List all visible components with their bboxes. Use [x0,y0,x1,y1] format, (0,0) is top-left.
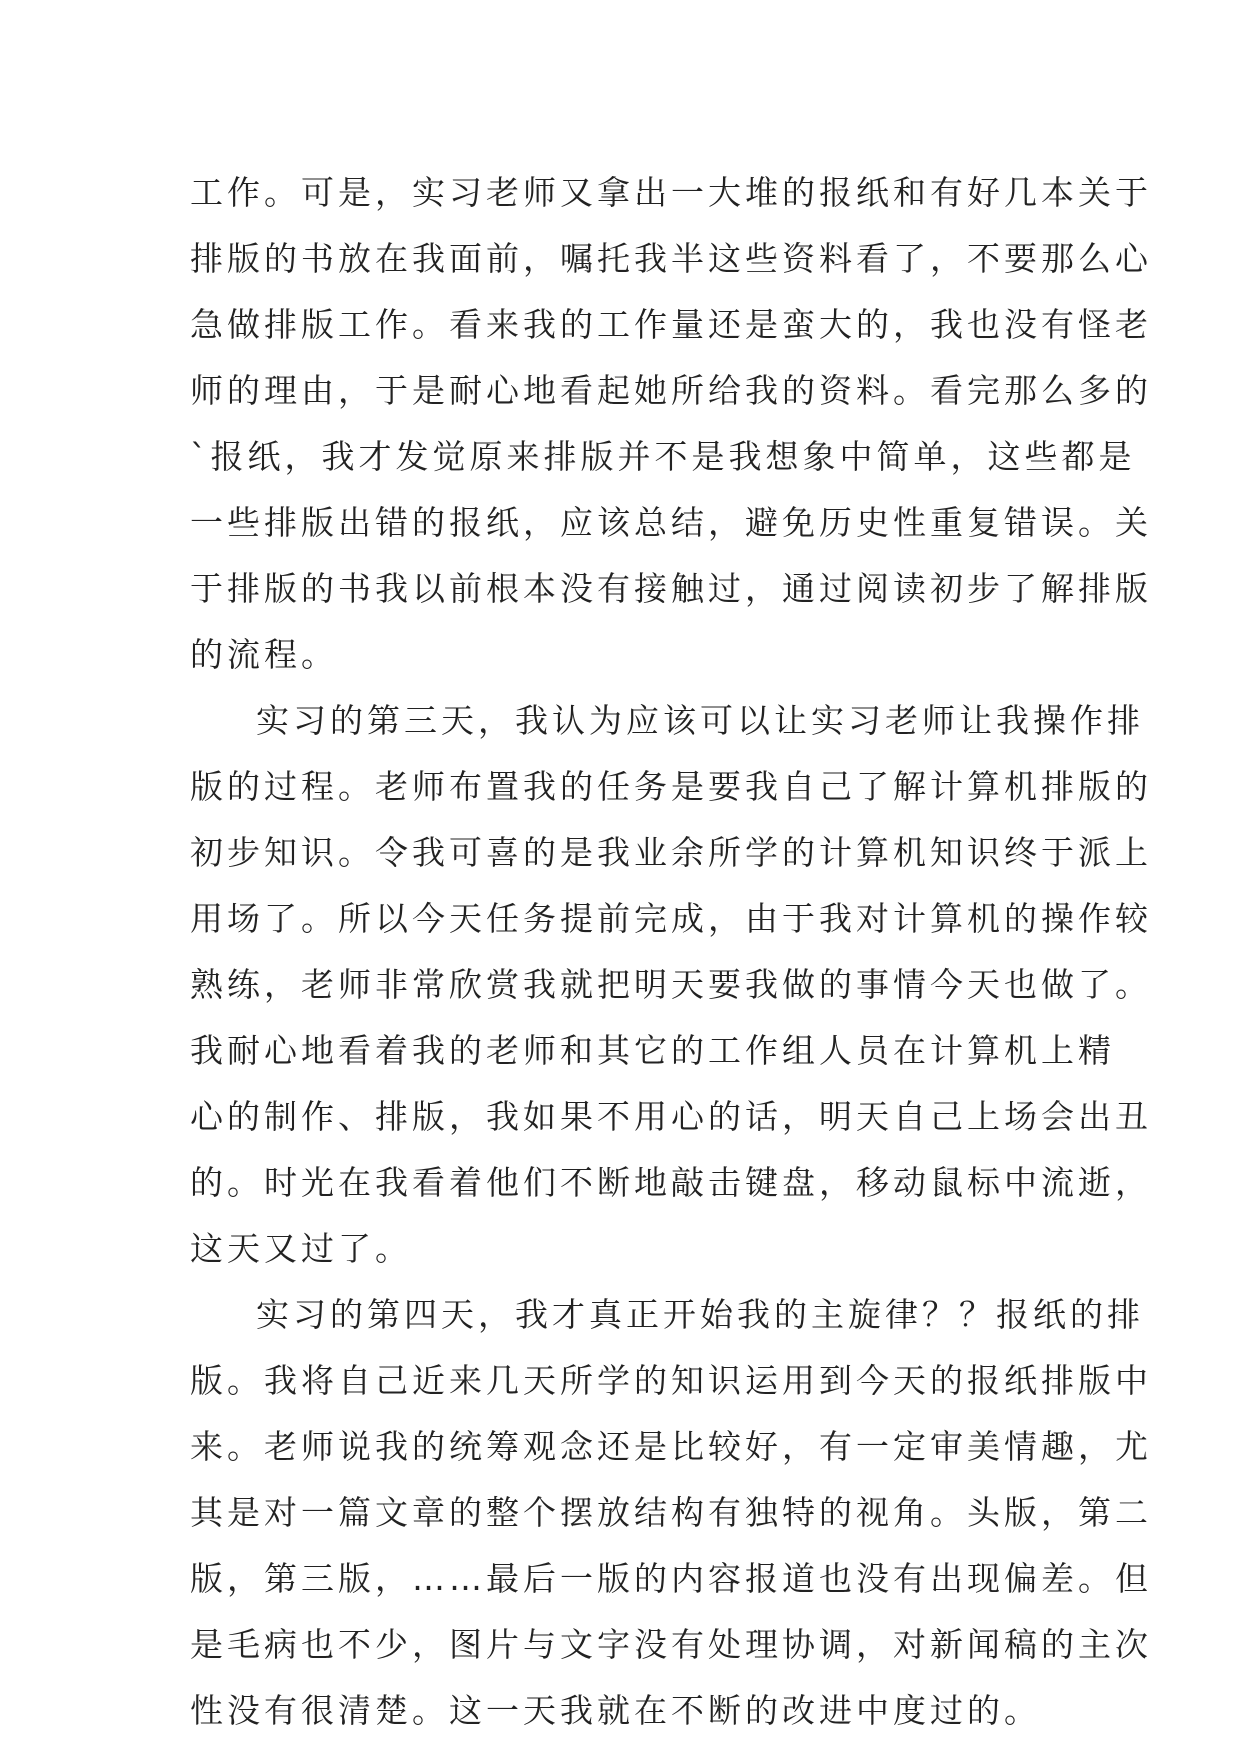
text-line: 性没有很清楚。这一天我就在不断的改进中度过的。 [190,1691,1041,1730]
text-line: 其是对一篇文章的整个摆放结构有独特的视角。头版，第二 [190,1493,1152,1532]
paragraph-2 [190,688,1152,1282]
document-body [190,160,1152,1744]
text-line: 师的理由，于是耐心地看起她所给我的资料。看完那么多的 [190,371,1152,410]
text-line: 的。时光在我看着他们不断地敲击键盘，移动鼠标中流逝， [190,1163,1152,1202]
text-line: 我耐心地看着我的老师和其它的工作组人员在计算机上精 [190,1031,1115,1070]
text-line: 的流程。 [190,635,338,674]
text-line: 实习的第三天，我认为应该可以让实习老师让我操作排 [256,701,1144,740]
paragraph-3 [190,1282,1152,1744]
text-line: 这天又过了。 [190,1229,412,1268]
paragraph-1 [190,160,1152,688]
text-line: 来。老师说我的统筹观念还是比较好，有一定审美情趣，尤 [190,1427,1152,1466]
text-line: 熟练，老师非常欣赏我就把明天要我做的事情今天也做了。 [190,965,1152,1004]
text-line: 一些排版出错的报纸，应该总结，避免历史性重复错误。关 [190,503,1152,542]
text-line: `报纸，我才发觉原来排版并不是我想象中简单，这些都是 [190,437,1136,476]
text-line: 工作。可是，实习老师又拿出一大堆的报纸和有好几本关于 [190,173,1152,212]
text-line: 版，第三版，……最后一版的内容报道也没有出现偏差。但 [190,1559,1152,1598]
text-line: 于排版的书我以前根本没有接触过，通过阅读初步了解排版 [190,569,1152,608]
text-line: 版。我将自己近来几天所学的知识运用到今天的报纸排版中 [190,1361,1152,1400]
text-line: 急做排版工作。看来我的工作量还是蛮大的，我也没有怪老 [190,305,1152,344]
text-line: 心的制作、排版，我如果不用心的话，明天自己上场会出丑 [190,1097,1152,1136]
text-line: 版的过程。老师布置我的任务是要我自己了解计算机排版的 [190,767,1152,806]
text-line: 实习的第四天，我才真正开始我的主旋律？？报纸的排 [256,1295,1144,1334]
text-line: 是毛病也不少，图片与文字没有处理协调，对新闻稿的主次 [190,1625,1152,1664]
text-line: 排版的书放在我面前，嘱托我半这些资料看了，不要那么心 [190,239,1152,278]
text-line: 用场了。所以今天任务提前完成，由于我对计算机的操作较 [190,899,1152,938]
text-line: 初步知识。令我可喜的是我业余所学的计算机知识终于派上 [190,833,1152,872]
